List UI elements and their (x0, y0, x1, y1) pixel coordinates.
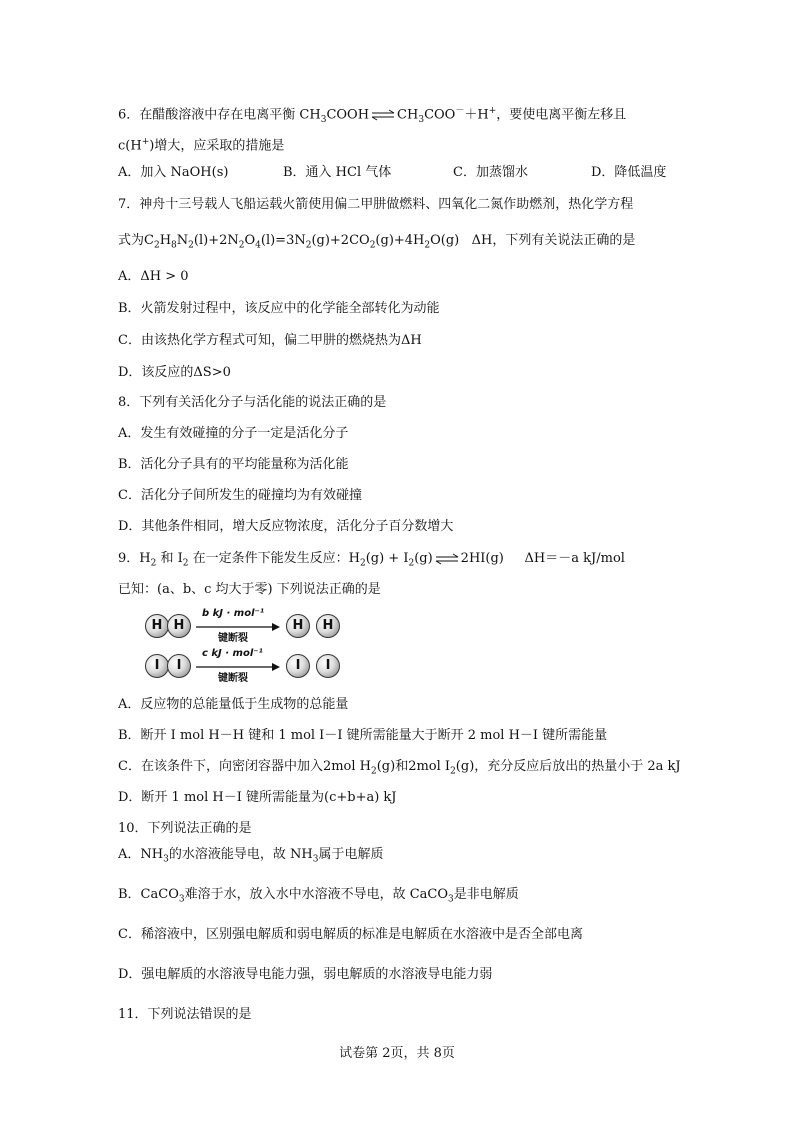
q7-stem-line1: 7．神舟十三号载人飞船运载火箭使用偏二甲肼做燃料、四氧化二氮作助燃剂，热化学方程 (118, 197, 634, 212)
atom-h: H (286, 614, 310, 638)
bond-break-diagram (140, 610, 346, 686)
bond-break-label: 键断裂 (218, 673, 248, 684)
equilibrium-arrow-icon (371, 109, 395, 121)
q6-options (118, 164, 666, 182)
energy-label: c kJ · mol⁻¹ (202, 648, 263, 659)
q9-option-d: D．断开 1 mol H－I 键所需能量为(c+b+a) kJ (118, 790, 397, 805)
atom-i: I (316, 654, 340, 678)
bond-break-label: 键断裂 (218, 633, 248, 644)
q9-option-b: B．断开 I mol H－H 键和 1 mol I－I 键所需能量大于断开 2 mol H－I 键所需能量 (118, 728, 608, 743)
q8-option-b: B．活化分子具有的平均能量称为活化能 (118, 457, 349, 472)
q6-option-b: B．通入 HCl 气体 (283, 165, 392, 180)
q7-stem-line2: 式为$C_2H_8N_2(l)+2N_2O_4(l)=3N_2(g)+2CO_2(g)+4H_2O(g)$ ΔH，下列有关说法正确的是 (118, 233, 636, 251)
page-footer: 试卷第 2页，共 8页 (339, 1046, 455, 1061)
q7-option-c: C．由该热化学方程式可知，偏二甲肼的燃烧热为ΔH (118, 333, 422, 348)
q7-option-b: B．火箭发射过程中，该反应中的化学能全部转化为动能 (118, 301, 440, 316)
atom-h: H (167, 614, 191, 638)
q6-stem-line2: c(H+)增大，应采取的措施是 (118, 137, 285, 154)
q8-option-a: A．发生有效碰撞的分子一定是活化分子 (118, 426, 349, 441)
q10-option-d: D．强电解质的水溶液导电能力强，弱电解质的水溶液导电能力弱 (118, 967, 493, 982)
atom-h: H (145, 614, 169, 638)
equilibrium-arrow-icon (435, 553, 459, 565)
q6-option-c: C．加蒸馏水 (453, 165, 528, 180)
q6-stem-line1: 6．在醋酸溶液中存在电离平衡 $CH_3COOH$ $CH_3COO^-+H^+$，要使电离平衡左移且 (118, 106, 627, 125)
atom-i: I (145, 654, 169, 678)
q7-option-d: D．该反应的ΔS>0 (118, 365, 231, 380)
q10-option-c: C．稀溶液中，区别强电解质和弱电解质的标准是电解质在水溶液中是否全部电离 (118, 927, 583, 942)
q9-option-c: C．在该条件下，向密闭容器中加入2mol $H_2(g)$和2mol $I_2(g)$，充分反应后放出的热量小于 2a kJ (118, 759, 681, 777)
q10-stem: 10．下列说法正确的是 (118, 821, 252, 836)
q8-option-d: D．其他条件相同，增大反应物浓度，活化分子百分数增大 (118, 519, 454, 534)
energy-label: b kJ · mol⁻¹ (202, 608, 265, 619)
atom-i: I (286, 654, 310, 678)
q10-option-b: B．CaCO$_3$难溶于水，放入水中水溶液不导电，故 CaCO$_3$是非电解质 (118, 887, 519, 905)
q11-stem: 11．下列说法错误的是 (118, 1007, 252, 1022)
q6-option-d: D．降低温度 (591, 165, 667, 180)
q9-known: 已知：(a、b、c 均大于零) 下列说法正确的是 (118, 582, 381, 597)
q7-option-a: A．ΔH > 0 (118, 269, 189, 284)
q10-option-a: A．$NH_3$的水溶液能导电，故 $NH_3$属于电解质 (118, 847, 384, 865)
q6-option-a: A．加入 NaOH(s) (118, 165, 229, 180)
q8-option-c: C．活化分子间所发生的碰撞均为有效碰撞 (118, 488, 362, 503)
atom-i: I (167, 654, 191, 678)
q9-option-a: A．反应物的总能量低于生成物的总能量 (118, 697, 349, 712)
atom-h: H (316, 614, 340, 638)
q9-stem: 9．$H_2$ 和 $I_2$ 在一定条件下能发生反应：$H_2(g) + I_2(g)$ 2HI(g) ΔH＝－a kJ/mol (118, 551, 625, 569)
q8-stem: 8．下列有关活化分子与活化能的说法正确的是 (118, 395, 387, 410)
